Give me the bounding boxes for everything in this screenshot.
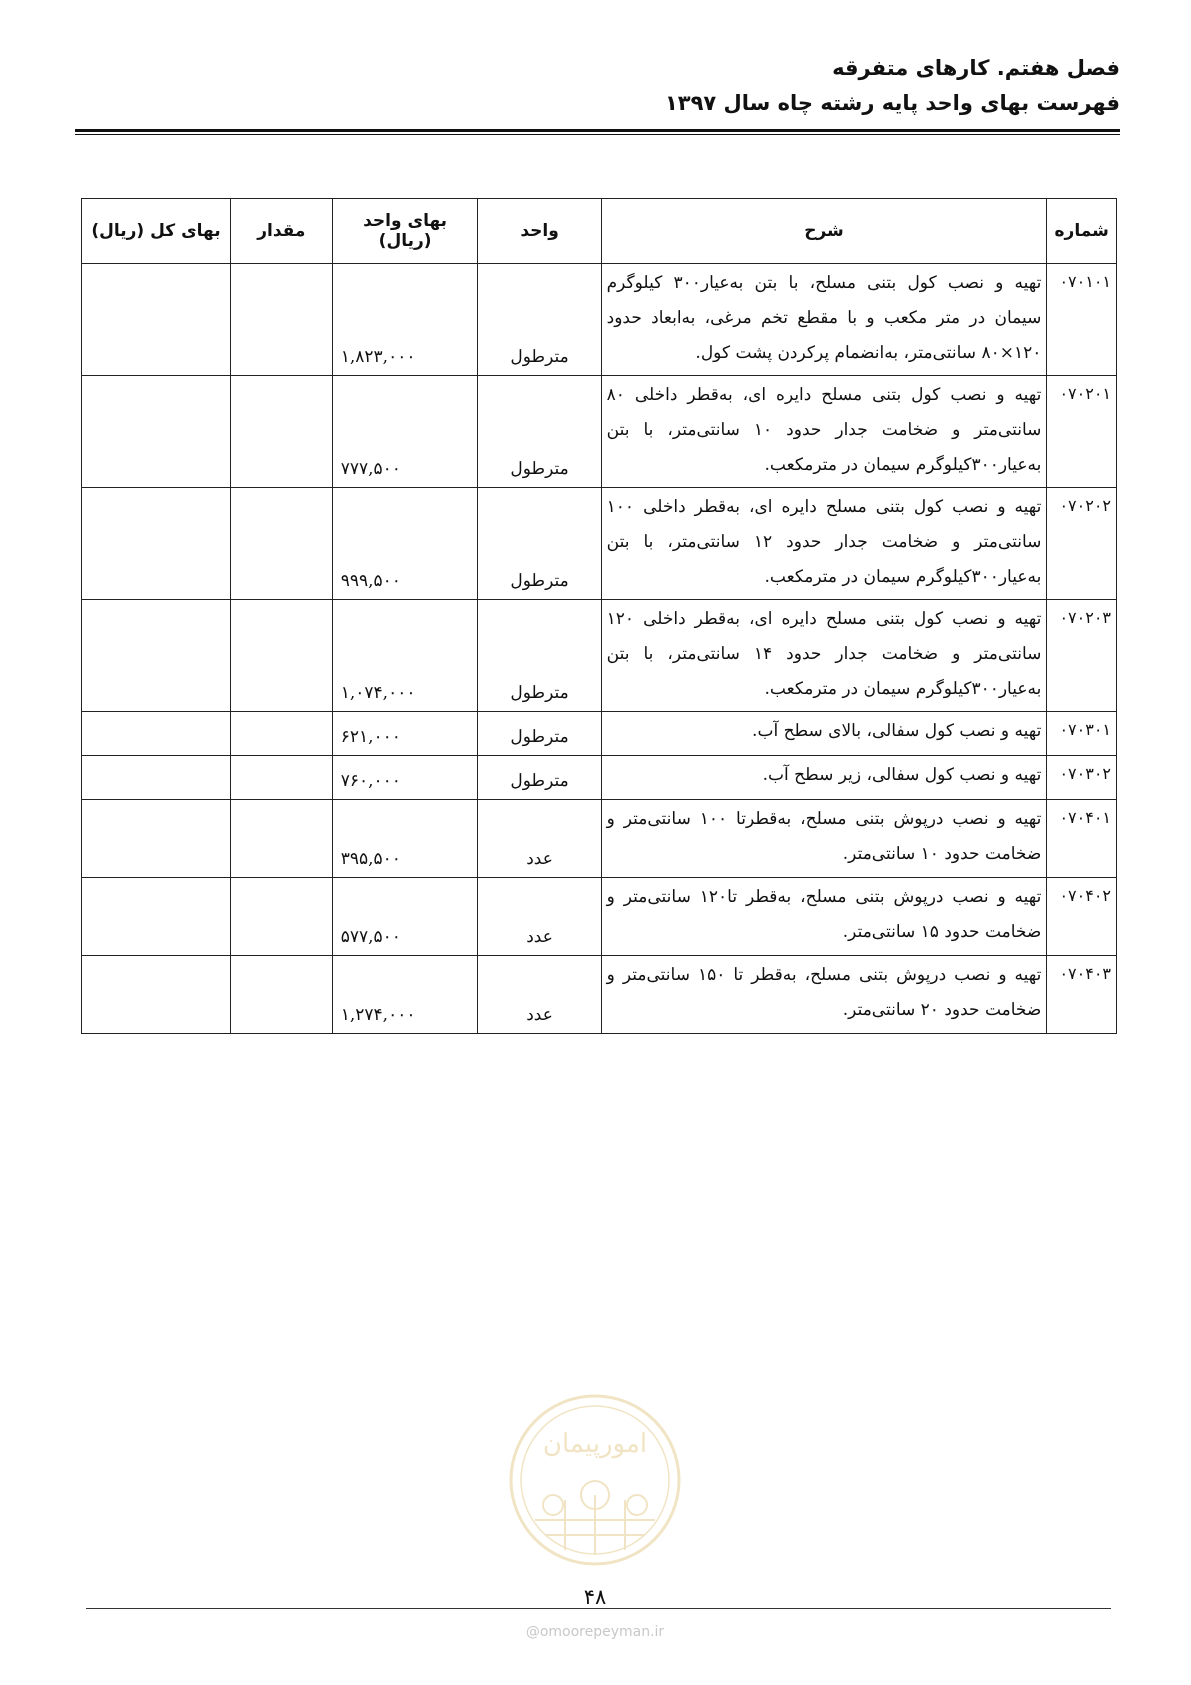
item-description: تهیه و نصب کول سفالی، بالای سطح آب. [601, 712, 1047, 756]
item-code: ۰۷۰۴۰۳ [1047, 956, 1117, 1034]
item-unit: عدد [478, 878, 601, 956]
item-total [82, 756, 231, 800]
item-unit-price: ۹۹۹,۵۰۰ [332, 488, 478, 600]
item-total [82, 712, 231, 756]
item-unit: عدد [478, 956, 601, 1034]
item-unit: مترطول [478, 712, 601, 756]
item-unit: عدد [478, 800, 601, 878]
column-header-quantity: مقدار [230, 199, 332, 264]
page-header [75, 50, 1120, 120]
item-unit: مترطول [478, 376, 601, 488]
item-code: ۰۷۰۳۰۱ [1047, 712, 1117, 756]
item-quantity [230, 756, 332, 800]
item-total [82, 956, 231, 1034]
item-description: تهیه و نصب درپوش بتنی مسلح، به‌قطر تا۱۲۰ سانتی‌متر و ضخامت حدود ۱۵ سانتی‌متر. [601, 878, 1047, 956]
item-unit: مترطول [478, 488, 601, 600]
item-unit: مترطول [478, 264, 601, 376]
watermark-url: @omoorepeyman.ir [525, 1624, 665, 1640]
item-unit-price: ۵۷۷,۵۰۰ [332, 878, 478, 956]
item-code: ۰۷۰۱۰۱ [1047, 264, 1117, 376]
item-total [82, 264, 231, 376]
item-quantity [230, 712, 332, 756]
item-unit-price: ۳۹۵,۵۰۰ [332, 800, 478, 878]
item-code: ۰۷۰۲۰۳ [1047, 600, 1117, 712]
price-list-table [81, 198, 1117, 1034]
item-unit: مترطول [478, 600, 601, 712]
item-description: تهیه و نصب درپوش بتنی مسلح، به‌قطر تا ۱۵۰ سانتی‌متر و ضخامت حدود ۲۰ سانتی‌متر. [601, 956, 1047, 1034]
item-code: ۰۷۰۲۰۲ [1047, 488, 1117, 600]
svg-text:امورپیمان: امورپیمان [542, 1429, 648, 1459]
item-total [82, 376, 231, 488]
item-unit-price: ۱,۸۲۳,۰۰۰ [332, 264, 478, 376]
item-total [82, 488, 231, 600]
book-title: فهرست بهای واحد پایه رشته چاه سال ۱۳۹۷ [664, 91, 1120, 115]
column-header-total-price: بهای کل (ریال) [82, 199, 231, 264]
item-unit: مترطول [478, 756, 601, 800]
table-row [82, 712, 1117, 756]
item-quantity [230, 956, 332, 1034]
table-row [82, 376, 1117, 488]
item-quantity [230, 600, 332, 712]
column-header-code: شماره [1047, 199, 1117, 264]
column-header-unit-price: بهای واحد (ریال) [332, 199, 478, 264]
header-rule-thick [75, 129, 1120, 132]
item-total [82, 878, 231, 956]
table-row [82, 264, 1117, 376]
item-unit-price: ۷۷۷,۵۰۰ [332, 376, 478, 488]
item-total [82, 800, 231, 878]
table-row [82, 956, 1117, 1034]
item-code: ۰۷۰۳۰۲ [1047, 756, 1117, 800]
table-row [82, 600, 1117, 712]
item-unit-price: ۱,۰۷۴,۰۰۰ [332, 600, 478, 712]
item-description: تهیه و نصب کول بتنی مسلح، با بتن به‌عیار۳۰۰ کیلوگرم سیمان در متر مکعب و با مقطع تخم مرغی، به‌ابعاد حدود ۱۲۰×۸۰ سانتی‌متر، به‌انضمام پرکردن پشت کول. [601, 264, 1047, 376]
chapter-title: فصل هفتم. کارهای متفرقه [832, 56, 1120, 80]
page-number: ۴۸ [583, 1585, 607, 1609]
item-quantity [230, 878, 332, 956]
item-quantity [230, 376, 332, 488]
item-code: ۰۷۰۴۰۱ [1047, 800, 1117, 878]
header-rule-thin [75, 134, 1120, 135]
table-row [82, 800, 1117, 878]
item-unit-price: ۶۲۱,۰۰۰ [332, 712, 478, 756]
item-total [82, 600, 231, 712]
item-quantity [230, 264, 332, 376]
item-code: ۰۷۰۴۰۲ [1047, 878, 1117, 956]
table-row [82, 878, 1117, 956]
table-row [82, 488, 1117, 600]
watermark-logo [505, 1390, 685, 1570]
item-description: تهیه و نصب کول بتنی مسلح دایره ای، به‌قطر داخلی ۱۲۰ سانتی‌متر و ضخامت جدار حدود ۱۴ سانتی‌متر، با بتن به‌عیار۳۰۰کیلوگرم سیمان در مترمکعب. [601, 600, 1047, 712]
item-description: تهیه و نصب کول سفالی، زیر سطح آب. [601, 756, 1047, 800]
item-description: تهیه و نصب کول بتنی مسلح دایره ای، به‌قطر داخلی ۱۰۰ سانتی‌متر و ضخامت جدار حدود ۱۲ سانتی‌متر، با بتن به‌عیار۳۰۰کیلوگرم سیمان در مترمکعب. [601, 488, 1047, 600]
item-quantity [230, 488, 332, 600]
column-header-description: شرح [601, 199, 1047, 264]
item-code: ۰۷۰۲۰۱ [1047, 376, 1117, 488]
table-row [82, 756, 1117, 800]
item-description: تهیه و نصب کول بتنی مسلح دایره ای، به‌قطر داخلی ۸۰ سانتی‌متر و ضخامت جدار حدود ۱۰ سانتی‌متر، با بتن به‌عیار۳۰۰کیلوگرم سیمان در مترمکعب. [601, 376, 1047, 488]
item-description: تهیه و نصب درپوش بتنی مسلح، به‌قطرتا ۱۰۰ سانتی‌متر و ضخامت حدود ۱۰ سانتی‌متر. [601, 800, 1047, 878]
table-header-row [82, 199, 1117, 264]
item-unit-price: ۷۶۰,۰۰۰ [332, 756, 478, 800]
item-quantity [230, 800, 332, 878]
column-header-unit: واحد [478, 199, 601, 264]
item-unit-price: ۱,۲۷۴,۰۰۰ [332, 956, 478, 1034]
